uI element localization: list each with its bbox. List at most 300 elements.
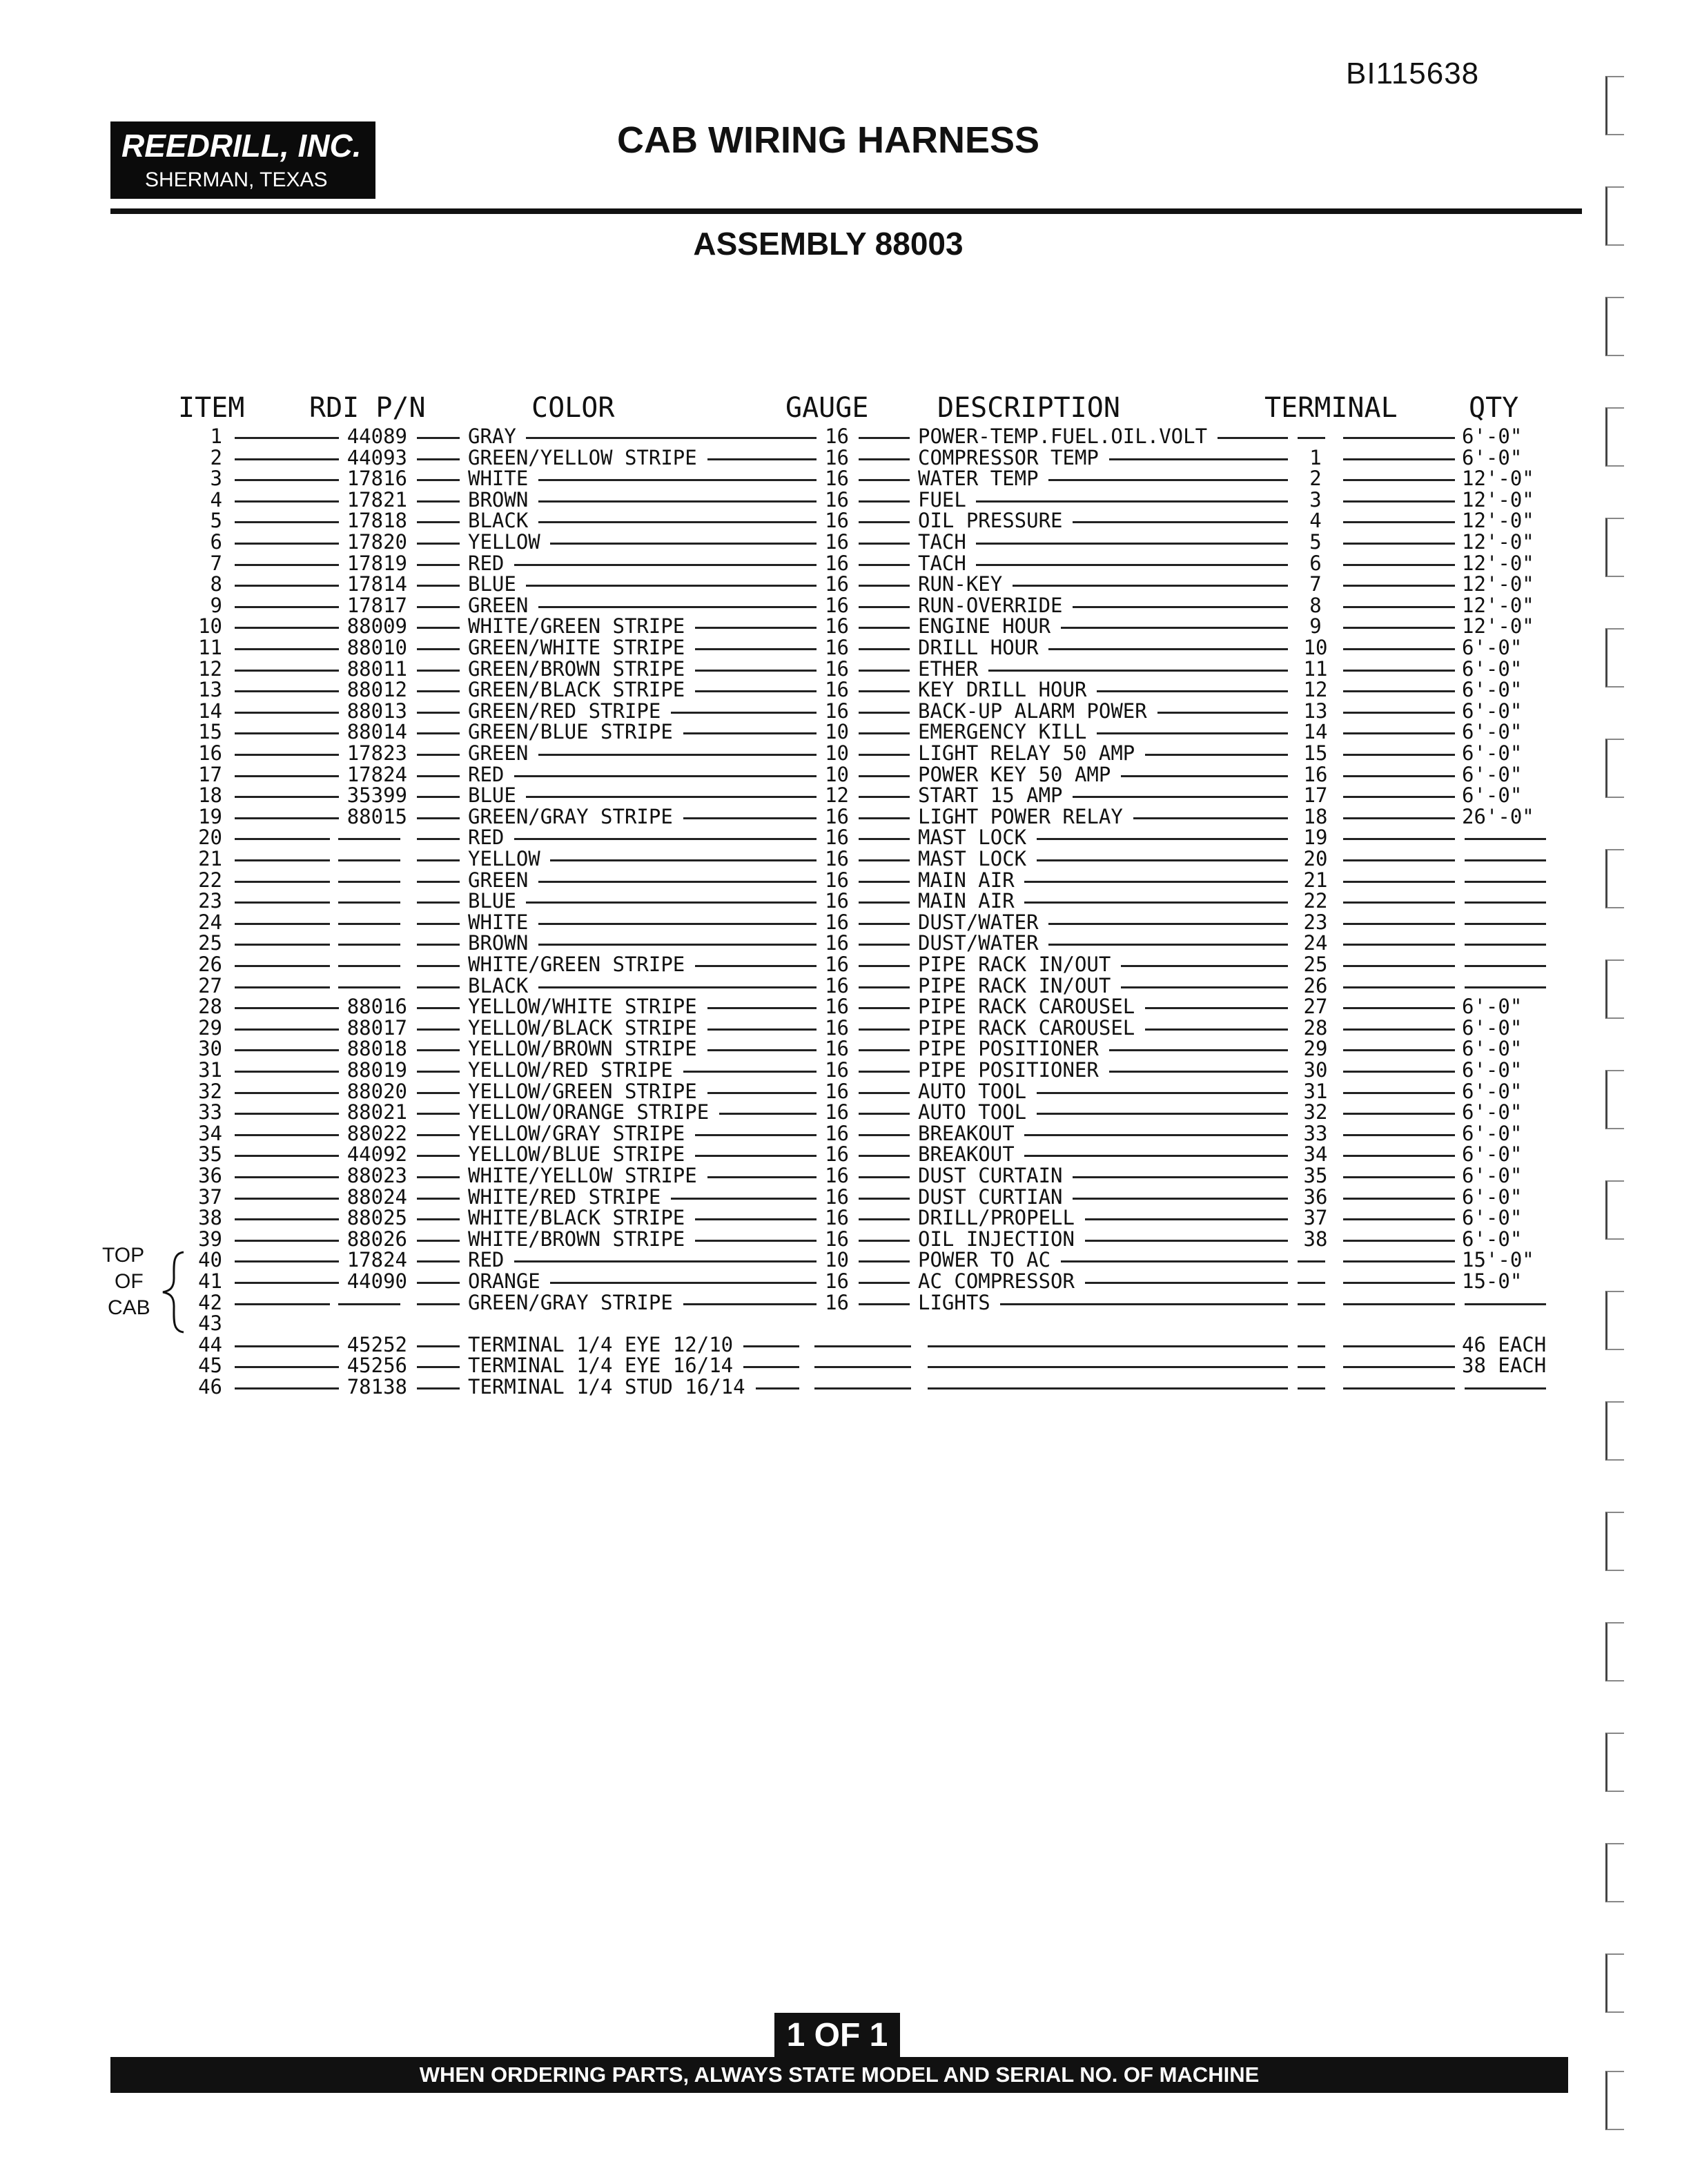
terminal-cell: 15 xyxy=(1303,741,1328,765)
leader-line xyxy=(235,1113,339,1115)
binder-edge xyxy=(1605,1512,1624,1571)
terminal-cell: 3 xyxy=(1309,487,1322,511)
leader-line xyxy=(1465,859,1546,861)
leader-line xyxy=(1343,1345,1455,1347)
leader-line xyxy=(1343,1260,1455,1262)
leader-line xyxy=(338,881,400,883)
item-cell: 9 xyxy=(210,593,222,617)
description-cell: TACH xyxy=(918,530,966,554)
leader-line xyxy=(1343,585,1455,587)
table-row xyxy=(0,1229,1691,1250)
table-row xyxy=(0,890,1691,912)
leader-line xyxy=(683,1071,817,1073)
item-cell: 17 xyxy=(198,762,222,786)
qty-cell: 6'-0" xyxy=(1462,656,1523,681)
item-cell: 27 xyxy=(198,973,222,997)
terminal-cell: 33 xyxy=(1303,1121,1328,1145)
leader-line xyxy=(859,881,910,883)
leader-line xyxy=(235,1303,330,1305)
leader-line xyxy=(859,585,910,587)
qty-cell: 6'-0" xyxy=(1462,425,1523,448)
leader-line xyxy=(550,859,817,861)
leader-line xyxy=(526,901,817,904)
description-cell: KEY DRILL HOUR xyxy=(918,678,1087,702)
leader-line xyxy=(235,585,339,587)
leader-line xyxy=(695,670,817,672)
leader-line xyxy=(859,965,910,967)
leader-line xyxy=(1073,1176,1288,1178)
header-gauge: GAUGE xyxy=(785,392,869,424)
description-cell: MAST LOCK xyxy=(918,826,1027,850)
description-cell: PIPE RACK CAROUSEL xyxy=(918,1015,1135,1040)
leader-line xyxy=(235,521,339,523)
color-cell: RED xyxy=(468,551,505,575)
part-number-cell: 88022 xyxy=(346,1121,407,1145)
gauge-cell: 16 xyxy=(825,910,849,934)
gauge-cell: 16 xyxy=(825,636,849,659)
leader-line xyxy=(695,627,817,629)
terminal-cell: 37 xyxy=(1303,1206,1328,1230)
item-cell: 46 xyxy=(198,1375,222,1398)
leader-line xyxy=(1343,458,1455,460)
leader-line xyxy=(859,564,910,566)
leader-line xyxy=(235,1240,339,1242)
leader-line xyxy=(707,1176,817,1178)
color-cell: WHITE xyxy=(468,467,529,491)
leader-line xyxy=(976,500,1288,503)
part-number-cell: 17824 xyxy=(346,762,407,786)
leader-line xyxy=(417,648,460,650)
leader-line xyxy=(235,754,339,756)
part-number-cell: 17816 xyxy=(346,467,407,491)
color-cell: BLUE xyxy=(468,889,516,913)
leader-line xyxy=(859,1345,910,1347)
leader-line xyxy=(1465,1387,1546,1390)
leader-line xyxy=(695,690,817,692)
gauge-cell: 16 xyxy=(825,995,849,1019)
leader-line xyxy=(235,796,339,798)
leader-line xyxy=(695,965,817,967)
description-cell: RUN-KEY xyxy=(918,572,1003,596)
leader-line xyxy=(235,1387,339,1390)
terminal-cell: 25 xyxy=(1303,953,1328,976)
leader-line xyxy=(707,1049,817,1051)
leader-line xyxy=(859,627,910,629)
table-row xyxy=(0,1144,1691,1165)
terminal-cell: 35 xyxy=(1303,1164,1328,1187)
color-cell: BROWN xyxy=(468,487,529,511)
qty-cell: 6'-0" xyxy=(1462,1100,1523,1124)
leader-line xyxy=(1097,732,1288,734)
table-row xyxy=(0,701,1691,722)
leader-line xyxy=(859,732,910,734)
color-cell: BLACK xyxy=(468,973,529,997)
leader-line xyxy=(859,437,910,439)
leader-line xyxy=(1343,923,1455,925)
leader-line xyxy=(859,901,910,904)
leader-line xyxy=(695,1134,817,1136)
binder-edge xyxy=(1605,1733,1624,1792)
leader-line xyxy=(417,479,460,481)
leader-line xyxy=(1298,1260,1325,1262)
leader-line xyxy=(235,458,339,460)
leader-line xyxy=(859,1028,910,1031)
part-number-cell: 88012 xyxy=(346,678,407,702)
leader-line xyxy=(538,881,817,883)
gauge-cell: 16 xyxy=(825,868,849,892)
leader-line xyxy=(1048,944,1288,946)
leader-line xyxy=(235,1071,339,1073)
leader-line xyxy=(859,775,910,777)
leader-line xyxy=(859,1007,910,1009)
terminal-cell: 30 xyxy=(1303,1058,1328,1082)
part-number-cell: 17821 xyxy=(346,487,407,511)
part-number-cell: 88013 xyxy=(346,699,407,723)
page-number: 1 OF 1 xyxy=(774,2013,900,2058)
leader-line xyxy=(417,1387,460,1390)
leader-line xyxy=(417,458,460,460)
leader-line xyxy=(417,986,460,988)
leader-line xyxy=(928,1366,1288,1368)
item-cell: 36 xyxy=(198,1164,222,1187)
leader-line xyxy=(417,1071,460,1073)
leader-line xyxy=(417,437,460,439)
description-cell: DRILL/PROPELL xyxy=(918,1206,1075,1230)
cab-label-of: OF xyxy=(115,1270,144,1293)
gauge-cell: 16 xyxy=(825,1100,849,1124)
color-cell: TERMINAL 1/4 EYE 16/14 xyxy=(468,1354,734,1378)
terminal-cell: 21 xyxy=(1303,868,1328,892)
item-cell: 38 xyxy=(198,1206,222,1230)
leader-line xyxy=(1343,986,1455,988)
leader-line xyxy=(514,775,817,777)
leader-line xyxy=(976,564,1288,566)
leader-line xyxy=(417,817,460,819)
qty-cell: 6'-0" xyxy=(1462,699,1523,723)
gauge-cell: 16 xyxy=(825,530,849,554)
table-row xyxy=(0,1334,1691,1356)
leader-line xyxy=(1073,521,1288,523)
part-number-cell: 35399 xyxy=(346,783,407,808)
leader-line xyxy=(756,1387,800,1390)
qty-cell: 6'-0" xyxy=(1462,720,1523,744)
leader-line xyxy=(235,1092,339,1094)
leader-line xyxy=(1343,564,1455,566)
header-description: DESCRIPTION xyxy=(937,392,1120,424)
leader-line xyxy=(1157,712,1289,714)
leader-line xyxy=(1343,1155,1455,1157)
part-number-cell: 17820 xyxy=(346,530,407,554)
leader-line xyxy=(1061,627,1289,629)
leader-line xyxy=(235,986,330,988)
leader-line xyxy=(417,944,460,946)
part-number-cell: 88018 xyxy=(346,1037,407,1061)
leader-line xyxy=(538,944,817,946)
leader-line xyxy=(695,648,817,650)
leader-line xyxy=(859,670,910,672)
part-number-cell: 17819 xyxy=(346,551,407,575)
gauge-cell: 16 xyxy=(825,572,849,596)
description-cell: BACK-UP ALARM POWER xyxy=(918,699,1147,723)
binder-edge xyxy=(1605,1180,1624,1240)
item-cell: 24 xyxy=(198,910,222,934)
leader-line xyxy=(1465,923,1546,925)
item-cell: 29 xyxy=(198,1015,222,1040)
item-cell: 11 xyxy=(198,636,222,659)
leader-line xyxy=(417,732,460,734)
description-cell: DUST CURTIAN xyxy=(918,1184,1063,1209)
table-row xyxy=(0,848,1691,870)
description-cell: PIPE RACK IN/OUT xyxy=(918,973,1111,997)
leader-line xyxy=(859,1282,910,1284)
table-row xyxy=(0,447,1691,469)
description-cell: LIGHT POWER RELAY xyxy=(918,804,1123,828)
item-cell: 6 xyxy=(210,530,222,554)
gauge-cell: 16 xyxy=(825,1015,849,1040)
leader-line xyxy=(338,944,400,946)
description-cell: POWER KEY 50 AMP xyxy=(918,762,1111,786)
part-number-cell: 88011 xyxy=(346,656,407,681)
leader-line xyxy=(1085,1282,1289,1284)
leader-line xyxy=(1465,986,1546,988)
terminal-cell: 16 xyxy=(1303,762,1328,786)
description-cell: BREAKOUT xyxy=(918,1142,1015,1167)
leader-line xyxy=(235,437,339,439)
binder-edge xyxy=(1605,849,1624,908)
leader-line xyxy=(859,458,910,460)
description-cell: START 15 AMP xyxy=(918,783,1063,808)
leader-line xyxy=(1343,1387,1455,1390)
leader-line xyxy=(235,670,339,672)
leader-line xyxy=(417,1092,460,1094)
leader-line xyxy=(235,543,339,545)
terminal-cell: 36 xyxy=(1303,1184,1328,1209)
leader-line xyxy=(671,712,817,714)
leader-line xyxy=(417,1198,460,1200)
terminal-cell: 2 xyxy=(1309,467,1322,491)
leader-line xyxy=(859,1176,910,1178)
item-cell: 14 xyxy=(198,699,222,723)
leader-line xyxy=(1085,1218,1289,1220)
table-row xyxy=(0,996,1691,1017)
qty-cell: 15-0" xyxy=(1462,1269,1523,1293)
terminal-cell: 19 xyxy=(1303,826,1328,850)
leader-line xyxy=(683,817,817,819)
leader-line xyxy=(1343,1007,1455,1009)
leader-line xyxy=(859,986,910,988)
leader-line xyxy=(1343,670,1455,672)
leader-line xyxy=(859,543,910,545)
leader-line xyxy=(1343,1028,1455,1031)
leader-line xyxy=(1218,437,1288,439)
leader-line xyxy=(1343,1113,1455,1115)
part-number-cell: 88020 xyxy=(346,1079,407,1103)
color-cell: GREEN/GRAY STRIPE xyxy=(468,804,673,828)
leader-line xyxy=(1145,1028,1288,1031)
leader-line xyxy=(1465,965,1546,967)
leader-line xyxy=(1343,1134,1455,1136)
qty-cell: 6'-0" xyxy=(1462,1206,1523,1230)
table-row xyxy=(0,975,1691,997)
leader-line xyxy=(1343,1282,1455,1284)
table-row xyxy=(0,933,1691,954)
leader-line xyxy=(695,1218,817,1220)
binder-edge xyxy=(1605,2071,1624,2130)
leader-line xyxy=(417,543,460,545)
description-cell: MAST LOCK xyxy=(918,847,1027,870)
leader-line xyxy=(859,1155,910,1157)
leader-line xyxy=(417,1134,460,1136)
qty-cell: 6'-0" xyxy=(1462,1058,1523,1082)
color-cell: WHITE/GREEN STRIPE xyxy=(468,614,685,638)
terminal-cell: 28 xyxy=(1303,1015,1328,1040)
leader-line xyxy=(417,1218,460,1220)
leader-line xyxy=(695,1155,817,1157)
part-number-cell: 88023 xyxy=(346,1164,407,1187)
part-number-cell: 88019 xyxy=(346,1058,407,1082)
gauge-cell: 16 xyxy=(825,1164,849,1187)
description-cell: EMERGENCY KILL xyxy=(918,720,1087,744)
qty-cell: 15'-0" xyxy=(1462,1248,1534,1272)
table-row xyxy=(0,827,1691,848)
leader-line xyxy=(1037,1113,1289,1115)
leader-line xyxy=(859,712,910,714)
item-cell: 16 xyxy=(198,741,222,765)
gauge-cell: 16 xyxy=(825,509,849,533)
leader-line xyxy=(1343,1240,1455,1242)
part-number-cell: 88025 xyxy=(346,1206,407,1230)
color-cell: ORANGE xyxy=(468,1269,540,1293)
leader-line xyxy=(235,923,330,925)
gauge-cell: 16 xyxy=(825,804,849,828)
item-cell: 10 xyxy=(198,614,222,638)
leader-line xyxy=(1298,1303,1325,1305)
gauge-cell: 16 xyxy=(825,847,849,870)
item-cell: 8 xyxy=(210,572,222,596)
leader-line xyxy=(235,881,330,883)
description-cell: AUTO TOOL xyxy=(918,1100,1027,1124)
description-cell: COMPRESSOR TEMP xyxy=(918,445,1099,469)
leader-line xyxy=(417,1007,460,1009)
leader-line xyxy=(1343,754,1455,756)
table-row xyxy=(0,637,1691,659)
description-cell: PIPE RACK IN/OUT xyxy=(918,953,1111,976)
color-cell: YELLOW/GRAY STRIPE xyxy=(468,1121,685,1145)
leader-line xyxy=(1109,1049,1289,1051)
description-cell: MAIN AIR xyxy=(918,889,1015,913)
qty-cell: 12'-0" xyxy=(1462,551,1534,575)
description-cell: WATER TEMP xyxy=(918,467,1039,491)
color-cell: YELLOW/BROWN STRIPE xyxy=(468,1037,697,1061)
leader-line xyxy=(859,1198,910,1200)
terminal-cell: 13 xyxy=(1303,699,1328,723)
item-cell: 26 xyxy=(198,953,222,976)
table-row xyxy=(0,1184,1691,1209)
leader-line xyxy=(1343,1218,1455,1220)
description-cell: AC COMPRESSOR xyxy=(918,1269,1075,1293)
table-row xyxy=(0,489,1691,511)
leader-line xyxy=(859,690,910,692)
table-row xyxy=(0,595,1691,616)
color-cell: GREEN/BLACK STRIPE xyxy=(468,678,685,702)
gauge-cell: 16 xyxy=(825,1121,849,1145)
table-row xyxy=(0,721,1691,743)
leader-line xyxy=(695,1240,817,1242)
leader-line xyxy=(859,1113,910,1115)
table-row xyxy=(0,1102,1691,1123)
leader-line xyxy=(235,1155,339,1157)
gauge-cell: 16 xyxy=(825,1227,849,1251)
leader-line xyxy=(417,1155,460,1157)
binder-edge xyxy=(1605,297,1624,356)
leader-line xyxy=(538,479,817,481)
leader-line xyxy=(859,500,910,503)
leader-line xyxy=(338,838,400,840)
terminal-cell: 23 xyxy=(1303,910,1328,934)
leader-line xyxy=(417,923,460,925)
leader-line xyxy=(859,1049,910,1051)
qty-cell: 38 EACH xyxy=(1462,1354,1547,1378)
leader-line xyxy=(417,1345,460,1347)
description-cell: OIL PRESSURE xyxy=(918,509,1063,533)
leader-line xyxy=(417,500,460,503)
table-row xyxy=(0,1060,1691,1081)
description-cell: RUN-OVERRIDE xyxy=(918,593,1063,617)
description-cell: ENGINE HOUR xyxy=(918,614,1051,638)
leader-line xyxy=(859,1260,910,1262)
color-cell: GREEN/GRAY STRIPE xyxy=(468,1290,673,1314)
leader-line xyxy=(928,1387,1288,1390)
part-number-cell: 45252 xyxy=(346,1332,407,1356)
gauge-cell: 16 xyxy=(825,1184,849,1209)
qty-cell: 6'-0" xyxy=(1462,1121,1523,1145)
leader-line xyxy=(1343,775,1455,777)
binder-edge xyxy=(1605,518,1624,577)
leader-line xyxy=(707,1092,817,1094)
part-number-cell: 44093 xyxy=(346,445,407,469)
leader-line xyxy=(417,585,460,587)
leader-line xyxy=(417,1240,460,1242)
leader-line xyxy=(743,1345,799,1347)
leader-line xyxy=(417,670,460,672)
leader-line xyxy=(514,564,817,566)
leader-line xyxy=(1343,1071,1455,1073)
description-cell: DUST/WATER xyxy=(918,910,1039,934)
description-cell: TACH xyxy=(918,551,966,575)
leader-line xyxy=(514,1260,817,1262)
qty-cell: 6'-0" xyxy=(1462,678,1523,702)
qty-cell: 6'-0" xyxy=(1462,1164,1523,1187)
header-item: ITEM xyxy=(178,392,245,424)
leader-line xyxy=(707,458,817,460)
binder-edge xyxy=(1605,739,1624,798)
gauge-cell: 16 xyxy=(825,1037,849,1061)
item-cell: 32 xyxy=(198,1079,222,1103)
leader-line xyxy=(235,500,339,503)
color-cell: GRAY xyxy=(468,425,516,448)
qty-cell: 12'-0" xyxy=(1462,614,1534,638)
leader-line xyxy=(417,838,460,840)
terminal-cell: 18 xyxy=(1303,804,1328,828)
terminal-cell: 7 xyxy=(1309,572,1322,596)
leader-line xyxy=(859,754,910,756)
leader-line xyxy=(1013,585,1289,587)
table-row xyxy=(0,1038,1691,1060)
leader-line xyxy=(417,606,460,608)
leader-line xyxy=(859,859,910,861)
leader-line xyxy=(417,712,460,714)
item-cell: 34 xyxy=(198,1121,222,1145)
